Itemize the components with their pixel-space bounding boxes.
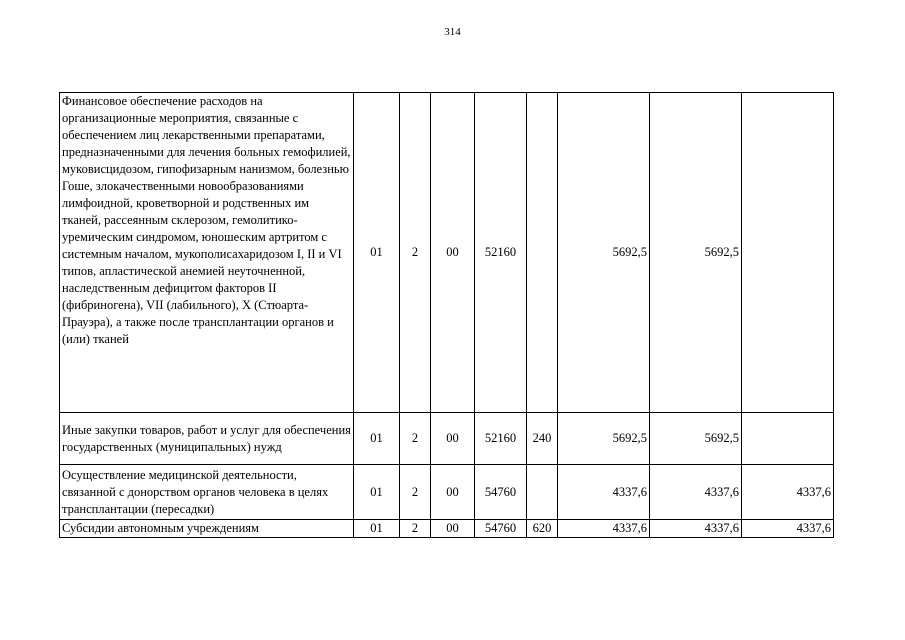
amount-3 [742,93,834,413]
amount-3 [742,413,834,465]
code-expense: 52160 [475,413,527,465]
amount-2: 4337,6 [650,520,742,538]
code-subprogram: 2 [400,520,431,538]
code-subprogram: 2 [400,465,431,520]
row-description: Осуществление медицинской деятельности, связанной с донорством органов человека в целях трансплантации (пересадки) [60,465,354,520]
code-direction: 00 [431,93,475,413]
code-program: 01 [354,520,400,538]
amount-1: 5692,5 [558,413,650,465]
row-description: Иные закупки товаров, работ и услуг для обеспечения государственных (муниципальных) нужд [60,413,354,465]
table-row [60,520,834,538]
table-row [60,465,834,520]
amount-2: 5692,5 [650,93,742,413]
row-description: Субсидии автономным учреждениям [60,520,354,538]
amount-3: 4337,6 [742,465,834,520]
code-program: 01 [354,413,400,465]
budget-table [59,92,834,538]
code-subprogram: 2 [400,413,431,465]
code-expense: 54760 [475,465,527,520]
table-row [60,93,834,413]
code-program: 01 [354,465,400,520]
row-description: Финансовое обеспечение расходов на организационные мероприятия, связанные с обеспечением лиц лекарственными препаратами, предназначенными для лечения больных гемофилией, муковисцидозом, гипофизарным нанизмом, болезнью Гоше, злокачественными новообразованиями лимфоидной, кроветворной и родственных им тканей, рассеянным склерозом, гемолитико-уремическим синдромом, юношеским артритом с системным началом, мукополисахаридозом I, II и VI типов, апластической анемией неуточненной, наследственным дефицитом факторов II (фибриногена), VII (лабильного), X (Стюарта-Прауэра), а также после трансплантации органов и (или) тканей [60,93,354,413]
amount-1: 4337,6 [558,465,650,520]
amount-1: 5692,5 [558,93,650,413]
code-type [527,93,558,413]
code-direction: 00 [431,413,475,465]
code-type [527,465,558,520]
code-type: 240 [527,413,558,465]
amount-1: 4337,6 [558,520,650,538]
code-direction: 00 [431,520,475,538]
amount-2: 4337,6 [650,465,742,520]
amount-2: 5692,5 [650,413,742,465]
amount-3: 4337,6 [742,520,834,538]
code-program: 01 [354,93,400,413]
code-expense: 52160 [475,93,527,413]
page-number: 314 [444,26,461,38]
table-row [60,413,834,465]
code-subprogram: 2 [400,93,431,413]
code-expense: 54760 [475,520,527,538]
code-direction: 00 [431,465,475,520]
code-type: 620 [527,520,558,538]
